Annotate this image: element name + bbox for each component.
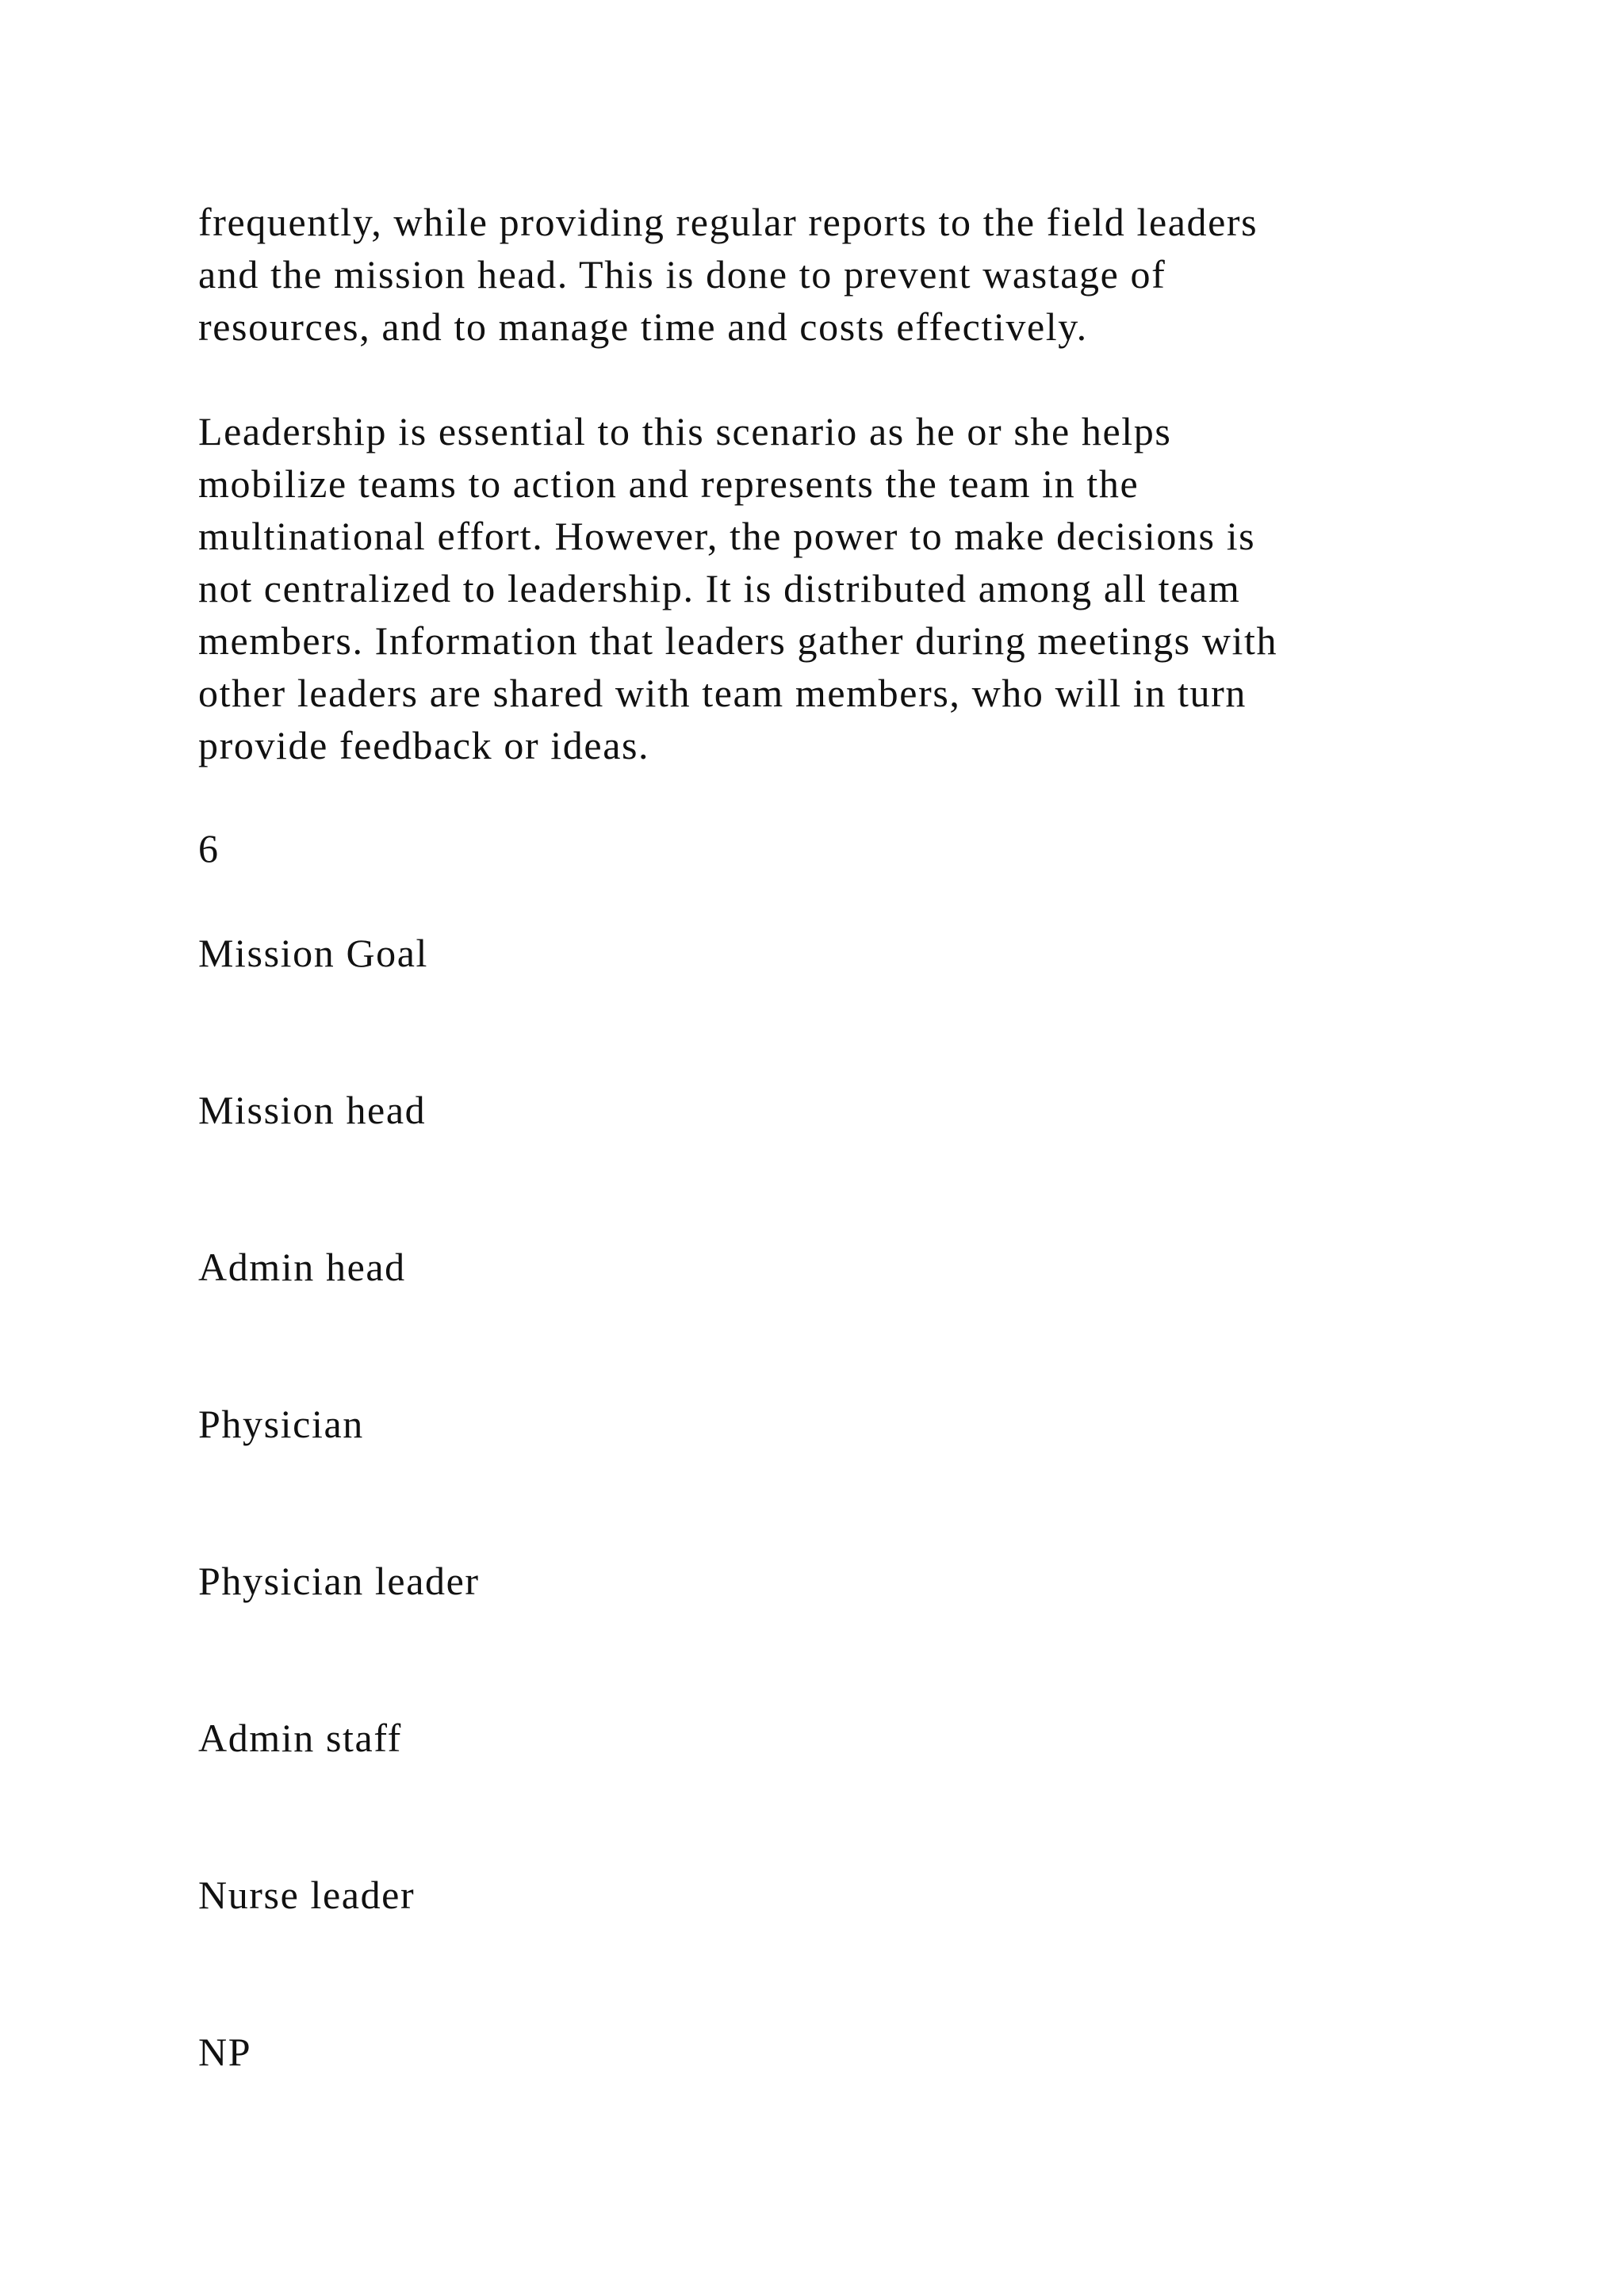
- paragraph-line: members. Information that leaders gather during meetings with: [198, 618, 1278, 663]
- paragraph-line: multinational effort. However, the power to make decisions is: [198, 514, 1256, 558]
- paragraph-line: resources, and to manage time and costs effectively.: [198, 304, 1088, 349]
- label-admin-staff: Admin staff: [198, 1716, 402, 1760]
- label-nurse-leader: Nurse leader: [198, 1873, 416, 1917]
- paragraph-line: and the mission head. This is done to prevent wastage of: [198, 252, 1166, 297]
- paragraph-line: provide feedback or ideas.: [198, 723, 650, 767]
- label-physician-leader: Physician leader: [198, 1559, 480, 1603]
- paragraph-line: Leadership is essential to this scenario as he or she helps: [198, 409, 1172, 453]
- label-mission-goal: Mission Goal: [198, 931, 429, 975]
- paragraph-2: [198, 405, 1546, 771]
- paragraph-line: frequently, while providing regular reports to the field leaders: [198, 200, 1258, 244]
- label-np: NP: [198, 2030, 252, 2074]
- label-admin-head: Admin head: [198, 1245, 406, 1289]
- label-physician: Physician: [198, 1402, 364, 1446]
- paragraph-line: mobilize teams to action and represents the team in the: [198, 461, 1139, 506]
- paragraph-1: [198, 196, 1546, 353]
- paragraph-line: other leaders are shared with team members, who will in turn: [198, 671, 1247, 715]
- paragraph-line: not centralized to leadership. It is distributed among all team: [198, 566, 1241, 610]
- page-number: 6: [198, 826, 220, 871]
- label-mission-head: Mission head: [198, 1088, 427, 1132]
